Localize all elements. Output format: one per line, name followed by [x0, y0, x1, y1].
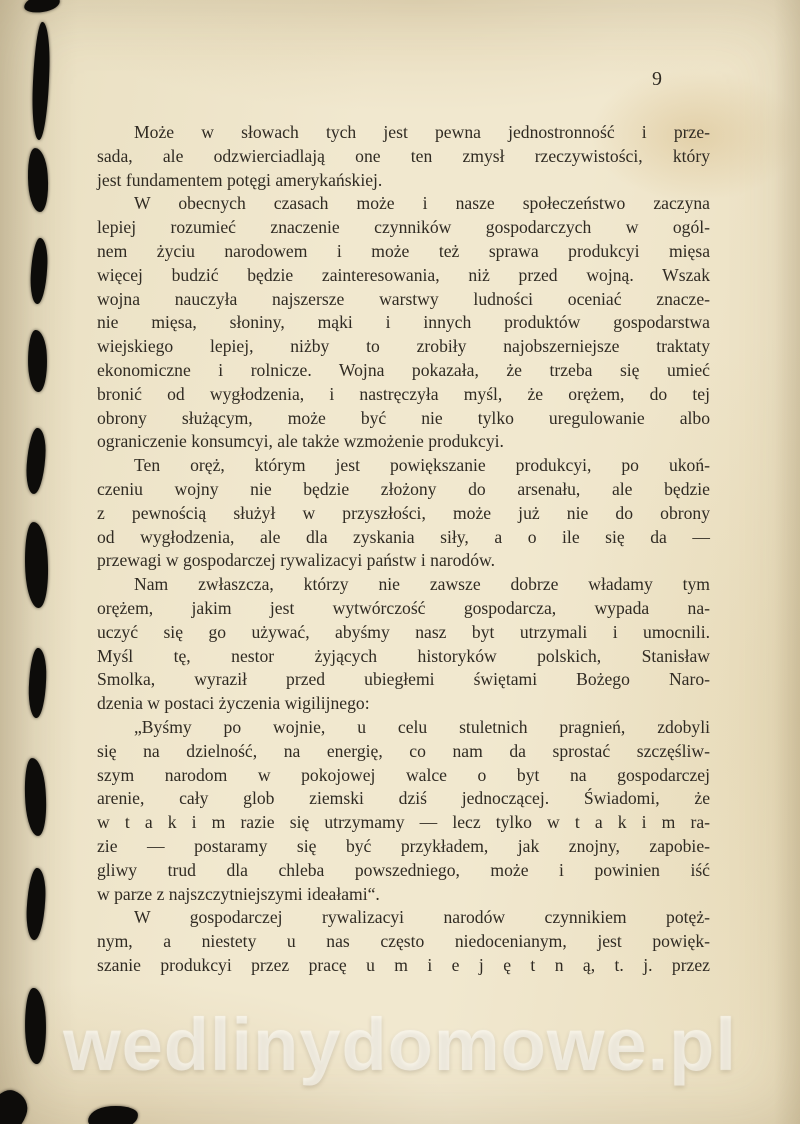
text-line: ekonomiczne i rolnicze. Wojna pokazała, że trzeba się umieć: [97, 359, 710, 380]
text-line: szym narodom w pokojowej walce o byt na gospodarczej: [97, 764, 710, 785]
page-edge-tear-mark: [28, 648, 47, 719]
page-edge-tear-mark: [22, 757, 48, 836]
page-edge-tear-mark: [26, 147, 50, 212]
text-line: W gospodarczej rywalizacyi narodów czynnikiem potęż-: [134, 907, 710, 928]
paragraph: [97, 716, 710, 906]
text-line: arenie, cały glob ziemski dziś jednoczącej. Świadomi, że: [97, 788, 710, 809]
text-line: orężem, jakim jest wytwórczość gospodarcza, wypada na-: [97, 597, 710, 618]
text-line: w parze z najszczytniejszymi ideałami“.: [97, 883, 380, 904]
text-line: gliwy trud dla chleba powszedniego, może i powinien iść: [97, 859, 710, 880]
text-line: nem życiu narodowem i może też sprawa produkcyi mięsa: [97, 240, 710, 261]
text-line: dzenia w postaci życzenia wigilijnego:: [97, 693, 370, 714]
page-edge-tear-mark: [23, 521, 50, 608]
paragraph: [97, 573, 710, 716]
text-line: Nam zwłaszcza, którzy nie zawsze dobrze władamy tym: [134, 574, 710, 595]
text-line: zie — postaramy się być przykładem, jak znojny, zapobie-: [97, 835, 710, 856]
text-line: nym, a niestety u nas często niedocenianym, jest powięk-: [97, 931, 710, 952]
page-edge-tear-mark: [31, 22, 51, 140]
text-line: się na dzielność, na energię, co nam da sprostać szczęśliw-: [97, 740, 710, 761]
text-line: sada, ale odzwierciadlają one ten zmysł rzeczywistości, który: [97, 145, 710, 166]
text-line: Ten oręż, którym jest powiększanie produkcyi, po ukoń-: [134, 455, 710, 476]
text-line: ograniczenie konsumcyi, ale także wzmożenie produkcyi.: [97, 431, 504, 452]
text-line: lepiej rozumieć znaczenie czynników gospodarczych w ogól-: [97, 217, 710, 238]
page-number: 9: [652, 68, 663, 90]
page-edge-tear-mark: [29, 238, 48, 305]
watermark: wedlinydomowe.pl: [63, 1003, 737, 1086]
page-edge-tear-mark: [24, 988, 48, 1065]
text-line: przewagi w gospodarczej rywalizacyi państw i narodów.: [97, 550, 495, 571]
text-line: uczyć się go używać, abyśmy nasz byt utrzymali i umocnili.: [97, 621, 710, 642]
text-line: „Byśmy po wojnie, u celu stuletnich pragnień, zdobyli: [134, 716, 710, 737]
text-line: od wygłodzenia, ale dla zyskania siły, a o ile się da —: [97, 526, 710, 547]
text-line: bronić od wygłodzenia, i nastręczyła myśl, że orężem, do tej: [97, 383, 710, 404]
text-line: z pewnością służył w przyszłości, może już nie do obrony: [97, 502, 710, 523]
paragraph: [97, 454, 710, 573]
paragraph: [97, 192, 710, 454]
page-edge-tear-mark: [23, 0, 61, 14]
page-edge-tear-mark: [25, 868, 47, 941]
paragraph: [97, 121, 710, 192]
page-edge-tear-mark: [25, 427, 48, 494]
text-line: W obecnych czasach może i nasze społeczeństwo zaczyna: [134, 193, 710, 214]
text-line: więcej budzić będzie zainteresowania, niż przed wojną. Wszak: [97, 264, 710, 285]
text-line: czeniu wojny nie będzie złożony do arsenału, ale będzie: [97, 478, 710, 499]
text-line: Smolka, wyraził przed ubiegłemi świętami Bożego Naro-: [97, 669, 710, 690]
text-line: nie mięsa, słoniny, mąki i innych produktów gospodarstwa: [97, 312, 710, 333]
text-line: jest fundamentem potęgi amerykańskiej.: [97, 169, 383, 190]
text-line: w t a k i m razie się utrzymamy — lecz tylko w t a k i m ra-: [97, 812, 710, 833]
text-line: obrony służącym, może być nie tylko uregulowanie albo: [97, 407, 710, 428]
text-line: wojna nauczyła najszersze warstwy ludności oceniać znacze-: [97, 288, 710, 309]
paragraph: [97, 906, 710, 977]
text-line: Myśl tę, nestor żyjących historyków polskich, Stanisław: [97, 645, 710, 666]
text-block: [97, 121, 710, 978]
text-line: szanie produkcyi przez pracę u m i e j ę t n ą, t. j. przez: [97, 954, 710, 975]
page-edge-tear-mark: [0, 1085, 32, 1124]
text-line: wiejskiego lepiej, niżby to zrobiły najobszerniejsze traktaty: [97, 336, 710, 357]
page-edge-tear-mark: [87, 1104, 139, 1124]
text-line: Może w słowach tych jest pewna jednostronność i prze-: [134, 122, 710, 142]
page-edge-tear-mark: [27, 330, 48, 393]
